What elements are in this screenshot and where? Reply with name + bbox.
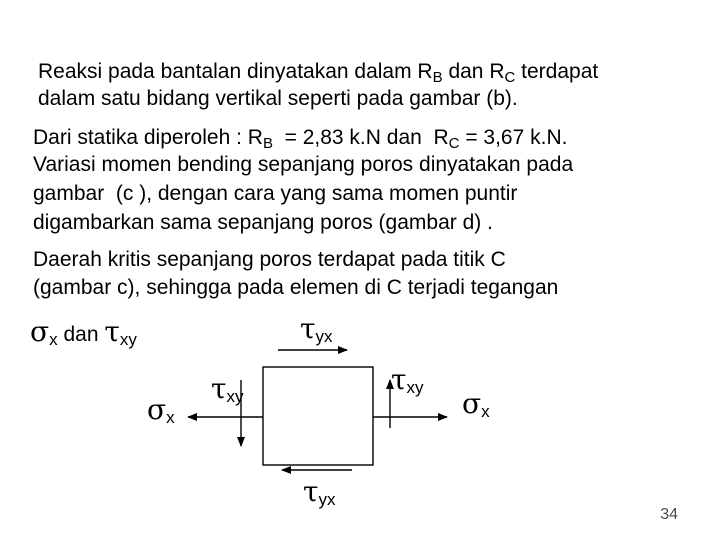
- tau-symbol: τ: [104, 315, 120, 348]
- para3-line1: Daerah kritis sepanjang poros terdapat pada titik C: [33, 248, 506, 271]
- subscript: yx: [315, 327, 333, 346]
- para3-line2: (gambar c), sehingga pada elemen di C terjadi tegangan: [33, 276, 559, 299]
- sigma-symbol: σ: [30, 315, 50, 348]
- subscript: xy: [119, 330, 137, 349]
- subscript-b: B: [262, 135, 273, 152]
- tau-xy-right-label: [391, 365, 424, 395]
- tau-yx-top-label: [300, 314, 333, 344]
- sigma-symbol: σ: [462, 387, 482, 420]
- stress-element-square: [263, 367, 373, 465]
- para2-line3: gambar (c ), dengan cara yang sama momen puntir: [33, 182, 518, 205]
- subscript-c: C: [448, 135, 460, 152]
- subscript: x: [481, 402, 490, 421]
- sigma-symbol: σ: [147, 393, 167, 426]
- tau-symbol: τ: [391, 363, 407, 396]
- subscript: x: [166, 408, 175, 427]
- tau-yx-bottom-label: [303, 477, 336, 507]
- text: = 2,83 k.N dan R: [272, 126, 449, 149]
- tau-symbol: τ: [211, 372, 227, 405]
- para1-line2: dalam satu bidang vertikal seperti pada gambar (b).: [38, 87, 518, 110]
- para2-line4: digambarkan sama sepanjang poros (gambar d) .: [33, 211, 493, 234]
- text: Reaksi pada bantalan dinyatakan dalam R: [38, 60, 433, 83]
- text: Dari statika diperoleh : R: [33, 126, 263, 149]
- subscript: yx: [318, 490, 336, 509]
- tau-symbol: τ: [300, 312, 316, 345]
- para2-line2: Variasi momen bending sepanjang poros dinyatakan pada: [33, 153, 574, 176]
- sigma-x-left-label: [147, 395, 175, 425]
- tau-xy-left-label: [211, 374, 244, 404]
- subscript: xy: [226, 387, 244, 406]
- sigma-x-right-label: [462, 389, 490, 419]
- text: = 3,67 k.N.: [459, 126, 568, 149]
- page-number: 34: [660, 506, 678, 523]
- text: terdapat: [515, 60, 599, 83]
- subscript: xy: [406, 378, 424, 397]
- conjunction: dan: [57, 323, 105, 346]
- tau-symbol: τ: [303, 475, 319, 508]
- text: dan R: [442, 60, 505, 83]
- subscript: x: [49, 330, 58, 349]
- subscript-b: B: [432, 69, 443, 86]
- subscript-c: C: [504, 69, 516, 86]
